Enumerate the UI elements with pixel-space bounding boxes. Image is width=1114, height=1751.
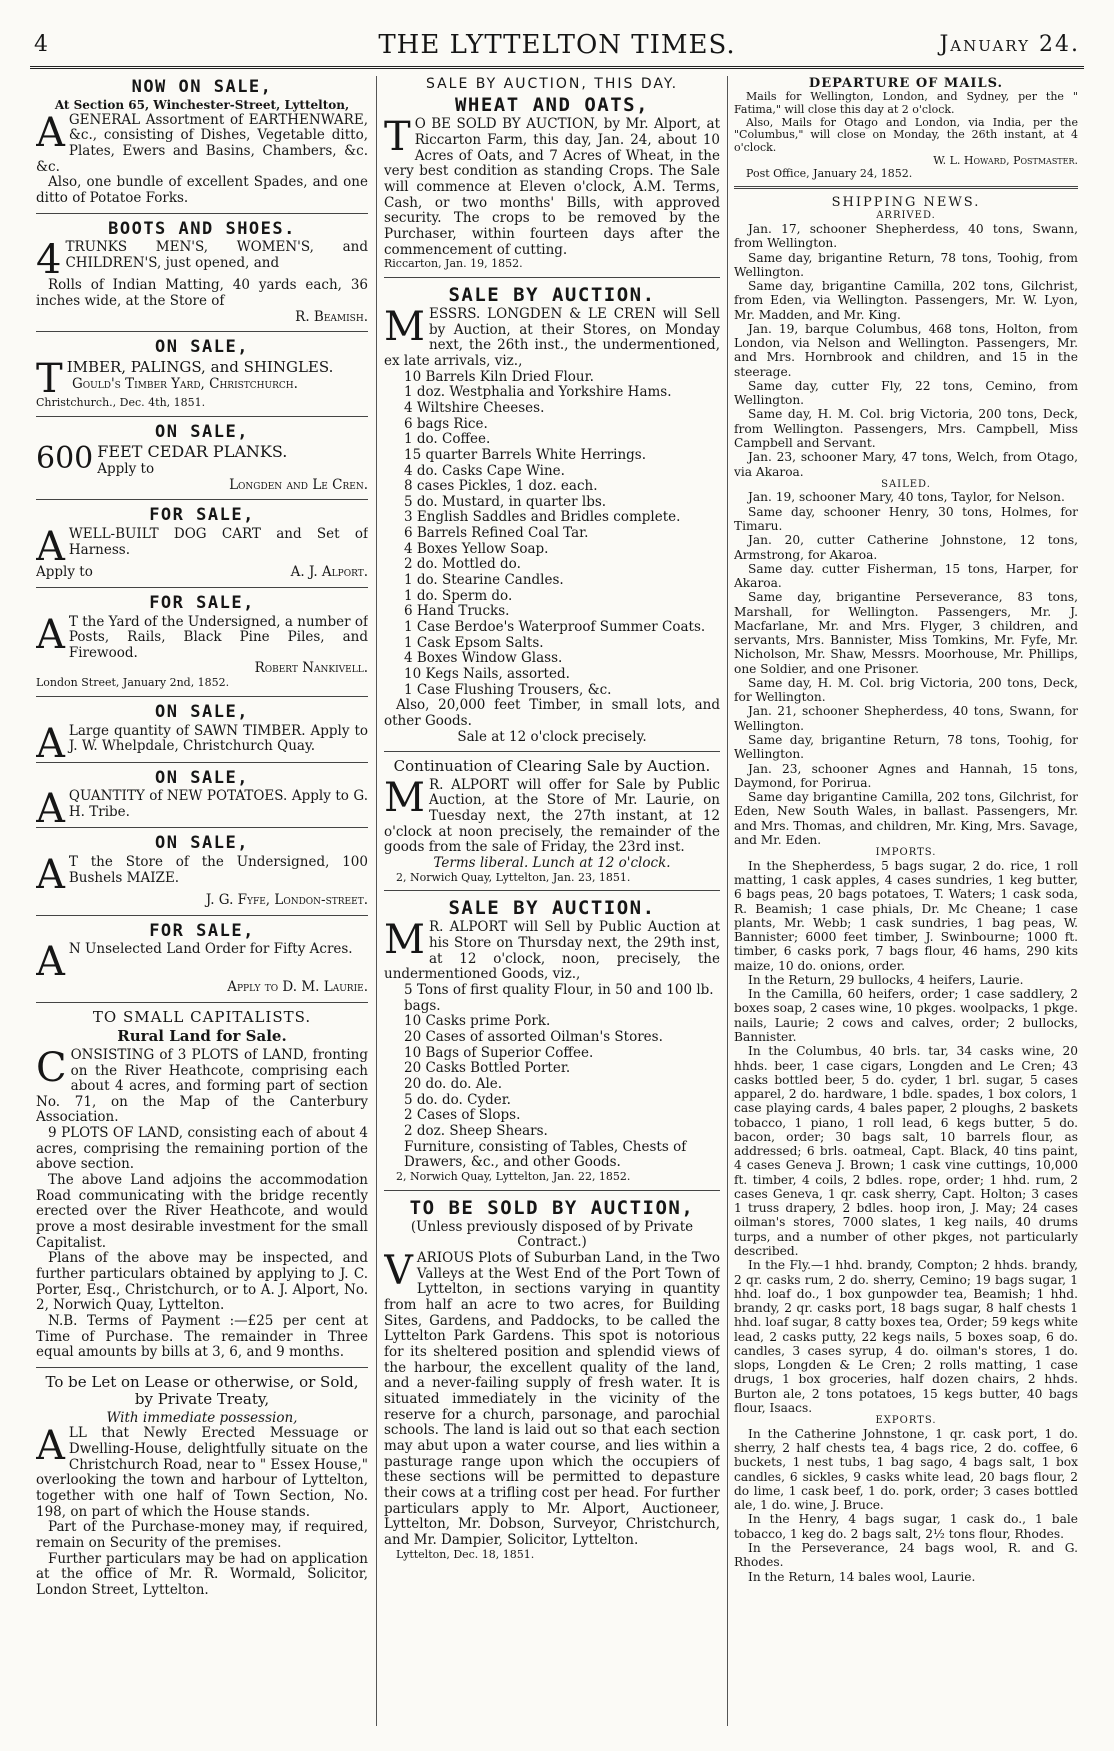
ad-body: Also, one bundle of excellent Spades, and one ditto of Potatoe Forks. — [36, 174, 368, 206]
auction-item: 1 do. Sperm do. — [404, 587, 513, 604]
ad-date: 2, Norwich Quay, Lyttelton, Jan. 23, 1851. — [396, 870, 631, 884]
subsection-heading: EXPORTS. — [875, 1415, 937, 1427]
ad-body: The above Land adjoins the accommodation Road communicating with the bridge recently erected over the River Heathcote, and would prove a most desirable investment for the small Capitalist. — [36, 1172, 368, 1251]
auction-item: 6 Hand Trucks. — [404, 603, 510, 620]
auction-item: 1 do. Stearine Candles. — [404, 572, 564, 589]
ad-now-on-sale — [36, 78, 368, 207]
ad-wheat-and-oats — [384, 76, 720, 271]
drop-cap: C — [36, 1044, 67, 1091]
auction-item: 4 Boxes Window Glass. — [404, 650, 563, 667]
auction-item: 1 do. Coffee. — [404, 431, 491, 448]
ad-cedar-planks — [36, 423, 368, 494]
shipping-entry: Jan. 21, schooner Shepherdess, 40 tons, Swann, for Wellington. — [734, 704, 1078, 733]
drop-cap: A — [36, 1423, 65, 1470]
ad-land-order — [36, 922, 368, 996]
ad-heading: BOOTS AND SHOES. — [108, 218, 296, 239]
ad-sawn-timber — [36, 701, 368, 767]
newspaper-title: THE LYTTELTON TIMES. — [378, 30, 736, 60]
ad-body: GENERAL Assortment of EARTHENWARE, &c., consisting of Dishes, Vegetable ditto, Plates, Ewers and Basins, Chambers, &c. &c. — [36, 111, 368, 175]
auction-item: 3 English Saddles and Bridles complete. — [404, 509, 681, 526]
ad-body: FEET CEDAR PLANKS. — [97, 442, 288, 462]
shipping-entry: Jan. 20, cutter Catherine Johnstone, 12 tons, Armstrong, for Akaroa. — [734, 533, 1078, 562]
ad-alport-auction — [384, 897, 720, 1183]
drop-cap: T — [384, 114, 411, 161]
ad-lease — [36, 1374, 368, 1599]
shipping-entry: Same day, cutter Fly, 22 tons, Cemino, from Wellington. — [734, 378, 1078, 408]
ad-signature: Robert Nankivell. — [254, 660, 368, 677]
auction-item: 1 Case Flushing Trousers, &c. — [404, 681, 612, 698]
ad-heading: NOW ON SALE, — [131, 77, 273, 97]
ad-heading: SALE BY AUCTION. — [448, 283, 656, 306]
ad-body: ARIOUS Plots of Suburban Land, in the Two Valleys at the West End of the Port Town of Lyttelton, in sections varying in quantity from half an acre to two acres, for Building Sites, Gardens, and Paddocks, to be called the Lyttelton Park Gardens. This spot is notorious for its sheltered position and splendid views of the harbour, the excellent quality of the land, and a never-failing supply of fresh water. It is situated immediately in the vicinity of the reserve for a church, parsonage, and parochial schools. The land is laid out so that each section may abut upon a water course, and lies within a pasturage range upon which the occupiers of these sections will be permitted to depasture their cows at a trifling cost per head. For further particulars apply to Mr. Alport, Auctioneer, Lyttelton, Mr. Dobson, Surveyor, Christchurch, and Mr. Dampier, Solicitor, Lyttelton. — [384, 1250, 720, 1548]
ad-longden-auction — [384, 284, 720, 745]
shipping-entry: Same day, schooner Henry, 30 tons, Holmes, for Timaru. — [734, 504, 1078, 534]
ad-sale-time: Sale at 12 o'clock precisely. — [457, 728, 647, 745]
auction-item-list — [384, 370, 720, 699]
auction-item: 4 Wiltshire Cheeses. — [404, 399, 545, 416]
ad-subheading: (Unless previously disposed of by Private Contract.) — [410, 1218, 694, 1251]
auction-item: 5 Tons of first quality Flour, in 50 and 100 lb. bags. — [404, 982, 714, 1014]
column-divider — [727, 76, 728, 1726]
ad-apply: Apply to — [97, 461, 155, 478]
drop-cap: M — [384, 774, 425, 821]
mails-date: Post Office, January 24, 1852. — [746, 166, 913, 180]
auction-item: 5 do. do. Cyder. — [404, 1091, 511, 1108]
masthead — [30, 30, 1084, 58]
drop-cap: A — [36, 786, 65, 833]
section-heading: SHIPPING NEWS. — [831, 195, 981, 211]
ad-heading: To be Let on Lease or otherwise, or Sold, by Private Treaty, — [45, 1372, 359, 1409]
masthead-rule — [30, 66, 1084, 69]
ad-maize — [36, 834, 368, 908]
ad-signature: R. Beamish. — [295, 308, 368, 325]
ad-body: Also, 20,000 feet Timber, in small lots, and other Goods. — [384, 697, 720, 730]
ad-heading: FOR SALE, — [149, 592, 255, 613]
ad-date: 2, Norwich Quay, Lyttelton, Jan. 22, 1852. — [396, 1169, 631, 1183]
ad-banner: SALE BY AUCTION, THIS DAY. — [425, 76, 679, 92]
shipping-news — [734, 195, 1078, 1583]
shipping-entry: Same day, H. M. Col. brig Victoria, 200 tons, Deck, from Wellington. Passengers, Mrs. Campbell, Miss Campbell and Servant. — [734, 407, 1078, 450]
ad-potatoes — [36, 767, 368, 833]
ad-heading: ON SALE, — [155, 337, 249, 358]
auction-item: 1 doz. Westphalia and Yorkshire Hams. — [404, 384, 672, 401]
shipping-entry: In the Return, 29 bullocks, 4 heifers, Laurie. — [748, 972, 1024, 987]
shipping-entry: Jan. 19, barque Columbus, 468 tons, Holton, from London, via Nelson and Wellington. Passengers, Mr. and Mrs. Hornbrook and children, and 15 in the steerage. — [734, 321, 1078, 379]
ad-body: Gould's Timber Yard, Christchurch. — [72, 375, 298, 392]
ad-body: R. ALPORT will Sell by Public Auction at his Store on Thursday next, the 29th inst, at 12 o'clock, noon, precisely, the undermentioned Goods, viz., — [384, 919, 720, 983]
arrived-list — [734, 222, 1078, 479]
imports-list — [734, 859, 1078, 1415]
auction-item: Furniture, consisting of Tables, Chests of Drawers, &c., and other Goods. — [404, 1138, 687, 1171]
drop-cap: A — [36, 852, 65, 899]
ad-posts-rails — [36, 594, 368, 690]
shipping-entry: In the Return, 14 bales wool, Laurie. — [748, 1569, 976, 1584]
section-heading: DEPARTURE OF MAILS. — [808, 76, 1004, 91]
ad-suburban-land — [384, 1197, 720, 1562]
ad-heading: ON SALE, — [155, 833, 249, 854]
drop-cap: V — [384, 1248, 413, 1295]
ad-date: London Street, January 2nd, 1852. — [36, 676, 230, 690]
ad-subheading: Rural Land for Sale. — [117, 1027, 287, 1046]
auction-item: 8 cases Pickles, 1 doz. each. — [404, 478, 598, 495]
ad-heading: SALE BY AUCTION. — [448, 897, 656, 920]
ad-body: T the Yard of the Undersigned, a number of Posts, Rails, Black Pine Piles, and Firewood. — [68, 613, 368, 661]
shipping-entry: Same day, brigantine Return, 78 tons, Toohig, for Wellington. — [734, 733, 1078, 762]
sailed-list — [734, 490, 1078, 847]
shipping-entry: In the Perseverance, 24 bags wool, R. and G. Rhodes. — [734, 1540, 1078, 1570]
ad-subheading: With immediate possession, — [106, 1409, 298, 1426]
auction-item: 10 Barrels Kiln Dried Flour. — [404, 368, 594, 385]
ad-body: O BE SOLD BY AUCTION, by Mr. Alport, at Riccarton Farm, this day, Jan. 24, about 10 Acres of Oats, and 7 Acres of Wheat, in the very best condition as standing Crops. The Sale will commence at Eleven o'clock, A.M. Terms, Cash, or two months' Bills, with approved security. The crops to be removed by the Purchaser, within fourteen days after the commencement of cutting. — [384, 116, 720, 258]
ad-body: ESSRS. LONGDEN & LE CREN will Sell by Auction, at their Stores, on Monday next, the 26th inst., the undermentioned, ex late arrivals, viz., — [384, 305, 720, 369]
ad-body: Further particulars may be had on application at the office of Mr. R. Wormald, Solicitor, London Street, Lyttelton. — [36, 1550, 368, 1598]
auction-item: 4 Boxes Yellow Soap. — [404, 540, 549, 557]
auction-item: 20 do. do. Ale. — [404, 1076, 503, 1092]
auction-item: 10 Casks prime Pork. — [404, 1013, 551, 1030]
auction-item: 20 Cases of assorted Oilman's Stores. — [404, 1029, 663, 1046]
ad-body: WELL-BUILT DOG CART and Set of Harness. — [68, 526, 368, 558]
ad-body: Rolls of Indian Matting, 40 yards each, 36 inches wide, at the Store of — [36, 277, 368, 309]
ad-heading: TO SMALL CAPITALISTS. — [92, 1008, 312, 1027]
postmaster-signature: W. L. Howard, Postmaster. — [933, 153, 1078, 167]
exports-list — [734, 1427, 1078, 1584]
auction-item-list — [384, 983, 720, 1171]
auction-item: 4 do. Casks Cape Wine. — [404, 462, 565, 479]
drop-cap: A — [36, 524, 65, 571]
shipping-entry: Same day brigantine Camilla, 202 tons, Gilchrist, for Eden, New South Wales, in ballast. Passengers, Mr. and Mrs. Thomas, and children, Mr. King, Mrs. Savage, and Mr. Eden. — [734, 790, 1078, 847]
ad-body: TRUNKS MEN'S, WOMEN'S, and CHILDREN'S, just opened, and — [65, 239, 368, 271]
ad-heading: ON SALE, — [155, 421, 249, 442]
drop-cap: M — [384, 303, 425, 350]
drop-cap: A — [36, 720, 65, 767]
shipping-entry: In the Shepherdess, 5 bags sugar, 2 do. rice, 1 roll matting, 1 cask apples, 4 cases sundries, 1 keg butter, 6 bags peas, 20 bags potatoes, T. Waters; 1 cask soda, R. Beamish; 1 case phials, Dr. Mc Cheane; 1 case plants, Mr. Webb; 1 cask sundries, 1 bag peas, W. Bannister; 6000 feet timber, J. Swinbourne; 1000 ft. timber, 6 casks pork, 7 bags flour, 46 hams, 290 kits maize, 10 do. onions, order. — [734, 858, 1078, 973]
ad-signature: J. G. Fyfe, London-street. — [205, 892, 368, 909]
shipping-entry: Same day, brigantine Perseverance, 83 tons, Marshall, for Wellington. Passengers, Mr. J. Macfarlane, Mr. and Mrs. Flyger, 3 children, and servants, Mrs. Bannister, Miss Tomkins, Mr. Fyfe, Mr. Nicholson, Mr. Shaw, Messrs. Moorhouse, Mr. Phillips, one Soldier, and one Prisoner. — [734, 590, 1078, 676]
ad-body: N.B. Terms of Payment :—£25 per cent at Time of Purchase. The remainder in Three equal amounts by bills at 3, 6, and 9 months. — [36, 1313, 368, 1361]
drop-cap: 600 — [36, 441, 94, 477]
ad-body: LL that Newly Erected Messuage or Dwelling-House, delightfully situate on the Christchurch Road, near to " Essex House," overlooking the town and harbour of Lyttelton, together with one half of Town Section, No. 198, on part of which the House stands. — [36, 1425, 368, 1520]
column-3 — [734, 76, 1078, 1584]
issue-date: January 24. — [939, 32, 1080, 57]
drop-cap: A — [36, 939, 65, 986]
shipping-entry: Jan. 23, schooner Mary, 47 tons, Welch, from Otago, via Akaroa. — [734, 450, 1078, 479]
ad-signature: A. J. Alport. — [290, 564, 368, 581]
shipping-entry: In the Columbus, 40 brls. tar, 34 casks wine, 20 hhds. beer, 1 case cigars, Longden and Le Cren; 43 casks bottled beer, 5 do. cyder, 1 brl. sugar, 5 cases apparel, 2 do. hardware, 1 bdle. spades, 1 box colors, 1 case playing cards, 4 bales paper, 2 ploughs, 2 baskets tobacco, 1 piano, 1 roll lead, 6 kegs butter, 5 do. bacon, order; 30 bags salt, 10 barrels flour, as addressed; 6 brls. oatmeal, Capt. Black, 40 tins paint, 4 cases Geneva J. Brown; 1 cask vine cuttings, 10,000 ft. timber, 4 coils, 2 bdles. rope, order; 1 hhd. rum, 2 cases Geneva, 1 qr. cask sherry, Capt. Holton; 3 cases 1 truss drapery, 2 bdles. hoop iron, J. May; 24 cases oilman's stores, 7000 slates, 1 keg nails, 40 drums turps, and a number of other pkges, not particularly described. — [734, 1044, 1078, 1258]
ad-heading: FOR SALE, — [149, 920, 255, 941]
departure-of-mails — [734, 76, 1078, 180]
shipping-entry: Jan. 23, schooner Agnes and Hannah, 15 tons, Daymond, for Porirua. — [734, 761, 1078, 790]
shipping-entry: In the Fly.—1 hhd. brandy, Compton; 2 hhds. brandy, 2 qr. casks rum, 2 do. sherry, Cemino; 19 bags sugar, 1 hhd. loaf do., 1 box gunpowder tea, Beamish; 1 hhd. brandy, 2 qr. casks port, 18 bags sugar, 8 half chests 1 hhd. loaf sugar, 8 catty boxes tea, Order; 59 kegs white lead, 2 casks putty, 22 kegs nails, 5 boxes soap, 6 do. candles, 3 cases syrup, 4 do. oilman's stores, 1 do. slops, Longden & Le Cren; 2 rolls matting, 1 case drugs, 1 box groceries, half dozen chairs, 2 hhds. Burton ale, 2 tons potatoes, 15 kegs butter, 40 bags flour, Isaacs. — [734, 1258, 1078, 1415]
ad-body: N Unselected Land Order for Fifty Acres. — [68, 941, 353, 958]
shipping-entry: Same day, H. M. Col. brig Victoria, 200 tons, Deck, for Wellington. — [734, 675, 1078, 705]
auction-item: 2 doz. Sheep Shears. — [404, 1122, 548, 1139]
ad-date: Lyttelton, Dec. 18, 1851. — [396, 1547, 535, 1561]
ad-date: Riccarton, Jan. 19, 1852. — [384, 257, 523, 271]
auction-item: 1 Cask Epsom Salts. — [404, 634, 544, 651]
shipping-entry: Jan. 17, schooner Shepherdess, 40 tons, Swann, from Wellington. — [734, 222, 1078, 251]
shipping-entry: In the Camilla, 60 heifers, order; 1 case saddlery, 2 boxes soap, 2 cases wine, 10 pkges. woolpacks, 1 pkge. nails, Laurie; 2 cows and calves, order; 2 bullocks, Bannister. — [734, 987, 1078, 1044]
auction-item: 1 Case Berdoe's Waterproof Summer Coats. — [404, 619, 706, 636]
ad-body: Large quantity of SAWN TIMBER. Apply to J. W. Whelpdale, Christchurch Quay. — [68, 722, 368, 755]
ad-signature: Apply to D. M. Laurie. — [227, 979, 368, 996]
drop-cap: T — [36, 355, 63, 402]
auction-item: 6 bags Rice. — [404, 415, 488, 432]
ad-body: Part of the Purchase-money may, if required, remain on Security of the premises. — [36, 1519, 368, 1551]
auction-item: 15 quarter Barrels White Herrings. — [404, 446, 647, 463]
ad-signature: Longden and Le Cren. — [229, 476, 368, 493]
shipping-entry: In the Henry, 4 bags sugar, 1 cask do., 1 bale tobacco, 1 keg do. 2 bags salt, 2½ tons flour, Rhodes. — [734, 1512, 1078, 1541]
shipping-entry: In the Catherine Johnstone, 1 qr. cask port, 1 do. sherry, 2 half chests tea, 4 bags rice, 2 do. coffee, 6 buckets, 1 nest tubs, 1 bag sago, 4 bags salt, 1 box candles, 6 sickles, 9 casks white lead, 20 bags flour, 2 do lime, 1 cask beef, 1 do. pork, order; 3 cases bottled ale, 1 do. wine, J. Bruce. — [734, 1426, 1078, 1513]
auction-item: 10 Kegs Nails, assorted. — [404, 666, 570, 683]
drop-cap: M — [384, 917, 425, 964]
ad-heading: TO BE SOLD BY AUCTION, — [409, 1196, 695, 1219]
ad-clearing-sale — [384, 758, 720, 884]
ad-terms: Terms liberal. Lunch at 12 o'clock. — [433, 855, 671, 871]
shipping-entry: Same day, brigantine Return, 78 tons, Toohig, from Wellington. — [734, 250, 1078, 279]
ad-body: ONSISTING of 3 PLOTS of LAND, fronting on the River Heathcote, comprising each about 4 acres, and forming part of section No. 71, on the Map of the Canterbury Association. — [36, 1046, 368, 1126]
drop-cap: A — [36, 109, 65, 156]
ad-heading: ON SALE, — [155, 701, 249, 722]
ad-body: T the Store of the Undersigned, 100 Bushels MAIZE. — [68, 854, 368, 886]
ad-boots-and-shoes — [36, 220, 368, 326]
ad-apply: Apply to — [36, 564, 93, 581]
drop-cap: 4 — [36, 237, 62, 284]
auction-item: 10 Bags of Superior Coffee. — [404, 1044, 594, 1061]
mails-notice: Also, Mails for Otago and London, via India, per the "Columbus," will close on Monday, the 26th instant, at 4 o'clock. — [734, 115, 1078, 155]
column-divider — [376, 76, 377, 1726]
ad-heading: ON SALE, — [155, 767, 249, 788]
ad-body: Plans of the above may be inspected, and further particulars obtained by applying to J. C. Porter, Esq., Christchurch, or to A. J. Alport, No. 2, Norwich Quay, Lyttelton. — [36, 1250, 368, 1314]
subsection-heading: SAILED. — [881, 478, 931, 490]
column-2 — [384, 76, 720, 1561]
ad-subheading: At Section 65, Winchester-Street, Lyttelton, — [54, 97, 350, 112]
shipping-entry: Same day. cutter Fisherman, 15 tons, Harper, for Akaroa. — [734, 561, 1078, 591]
ad-date: Christchurch., Dec. 4th, 1851. — [36, 395, 206, 409]
ad-heading: WHEAT AND OATS, — [454, 94, 650, 117]
subsection-heading: ARRIVED. — [876, 210, 936, 222]
auction-item: 2 Cases of Slops. — [404, 1107, 521, 1124]
subsection-heading: IMPORTS. — [875, 847, 937, 859]
ad-body: IMBER, PALINGS, and SHINGLES. — [66, 357, 334, 376]
auction-item: 6 Barrels Refined Coal Tar. — [404, 525, 589, 542]
mails-notice: Mails for Wellington, London, and Sydney, per the " Fatima," will close this day at 2 o'clock. — [734, 90, 1078, 116]
auction-item: 20 Casks Bottled Porter. — [404, 1060, 571, 1077]
auction-item: 2 do. Mottled do. — [404, 556, 521, 573]
auction-item: 5 do. Mustard, in quarter lbs. — [404, 493, 607, 510]
ad-body: R. ALPORT will offer for Sale by Public Auction, at the Store of Mr. Laurie, on Tuesday next, the 27th instant, at 12 o'clock at noon precisely, the remainder of the goods from the sale of Friday, the 23rd inst. — [384, 776, 720, 856]
drop-cap: A — [36, 611, 65, 658]
column-1 — [36, 76, 368, 1599]
ad-timber — [36, 338, 368, 409]
ad-body: 9 PLOTS OF LAND, consisting each of about 4 acres, comprising the remaining portion of the above section. — [36, 1125, 368, 1173]
ad-heading: Continuation of Clearing Sale by Auction. — [393, 757, 711, 776]
shipping-entry: Jan. 19, schooner Mary, 40 tons, Taylor, for Nelson. — [748, 490, 1065, 505]
page-number: 4 — [34, 32, 48, 57]
ad-dog-cart — [36, 506, 368, 580]
ad-small-capitalists — [36, 1009, 368, 1361]
ad-body: QUANTITY of NEW POTATOES. Apply to G. H. Tribe. — [68, 788, 368, 820]
ad-heading: FOR SALE, — [149, 505, 255, 526]
shipping-entry: Same day, brigantine Camilla, 202 tons, Gilchrist, from Eden, via Wellington. Passengers, Mr. W. Lyon, Mr. Madden, and Mr. King. — [734, 279, 1078, 322]
